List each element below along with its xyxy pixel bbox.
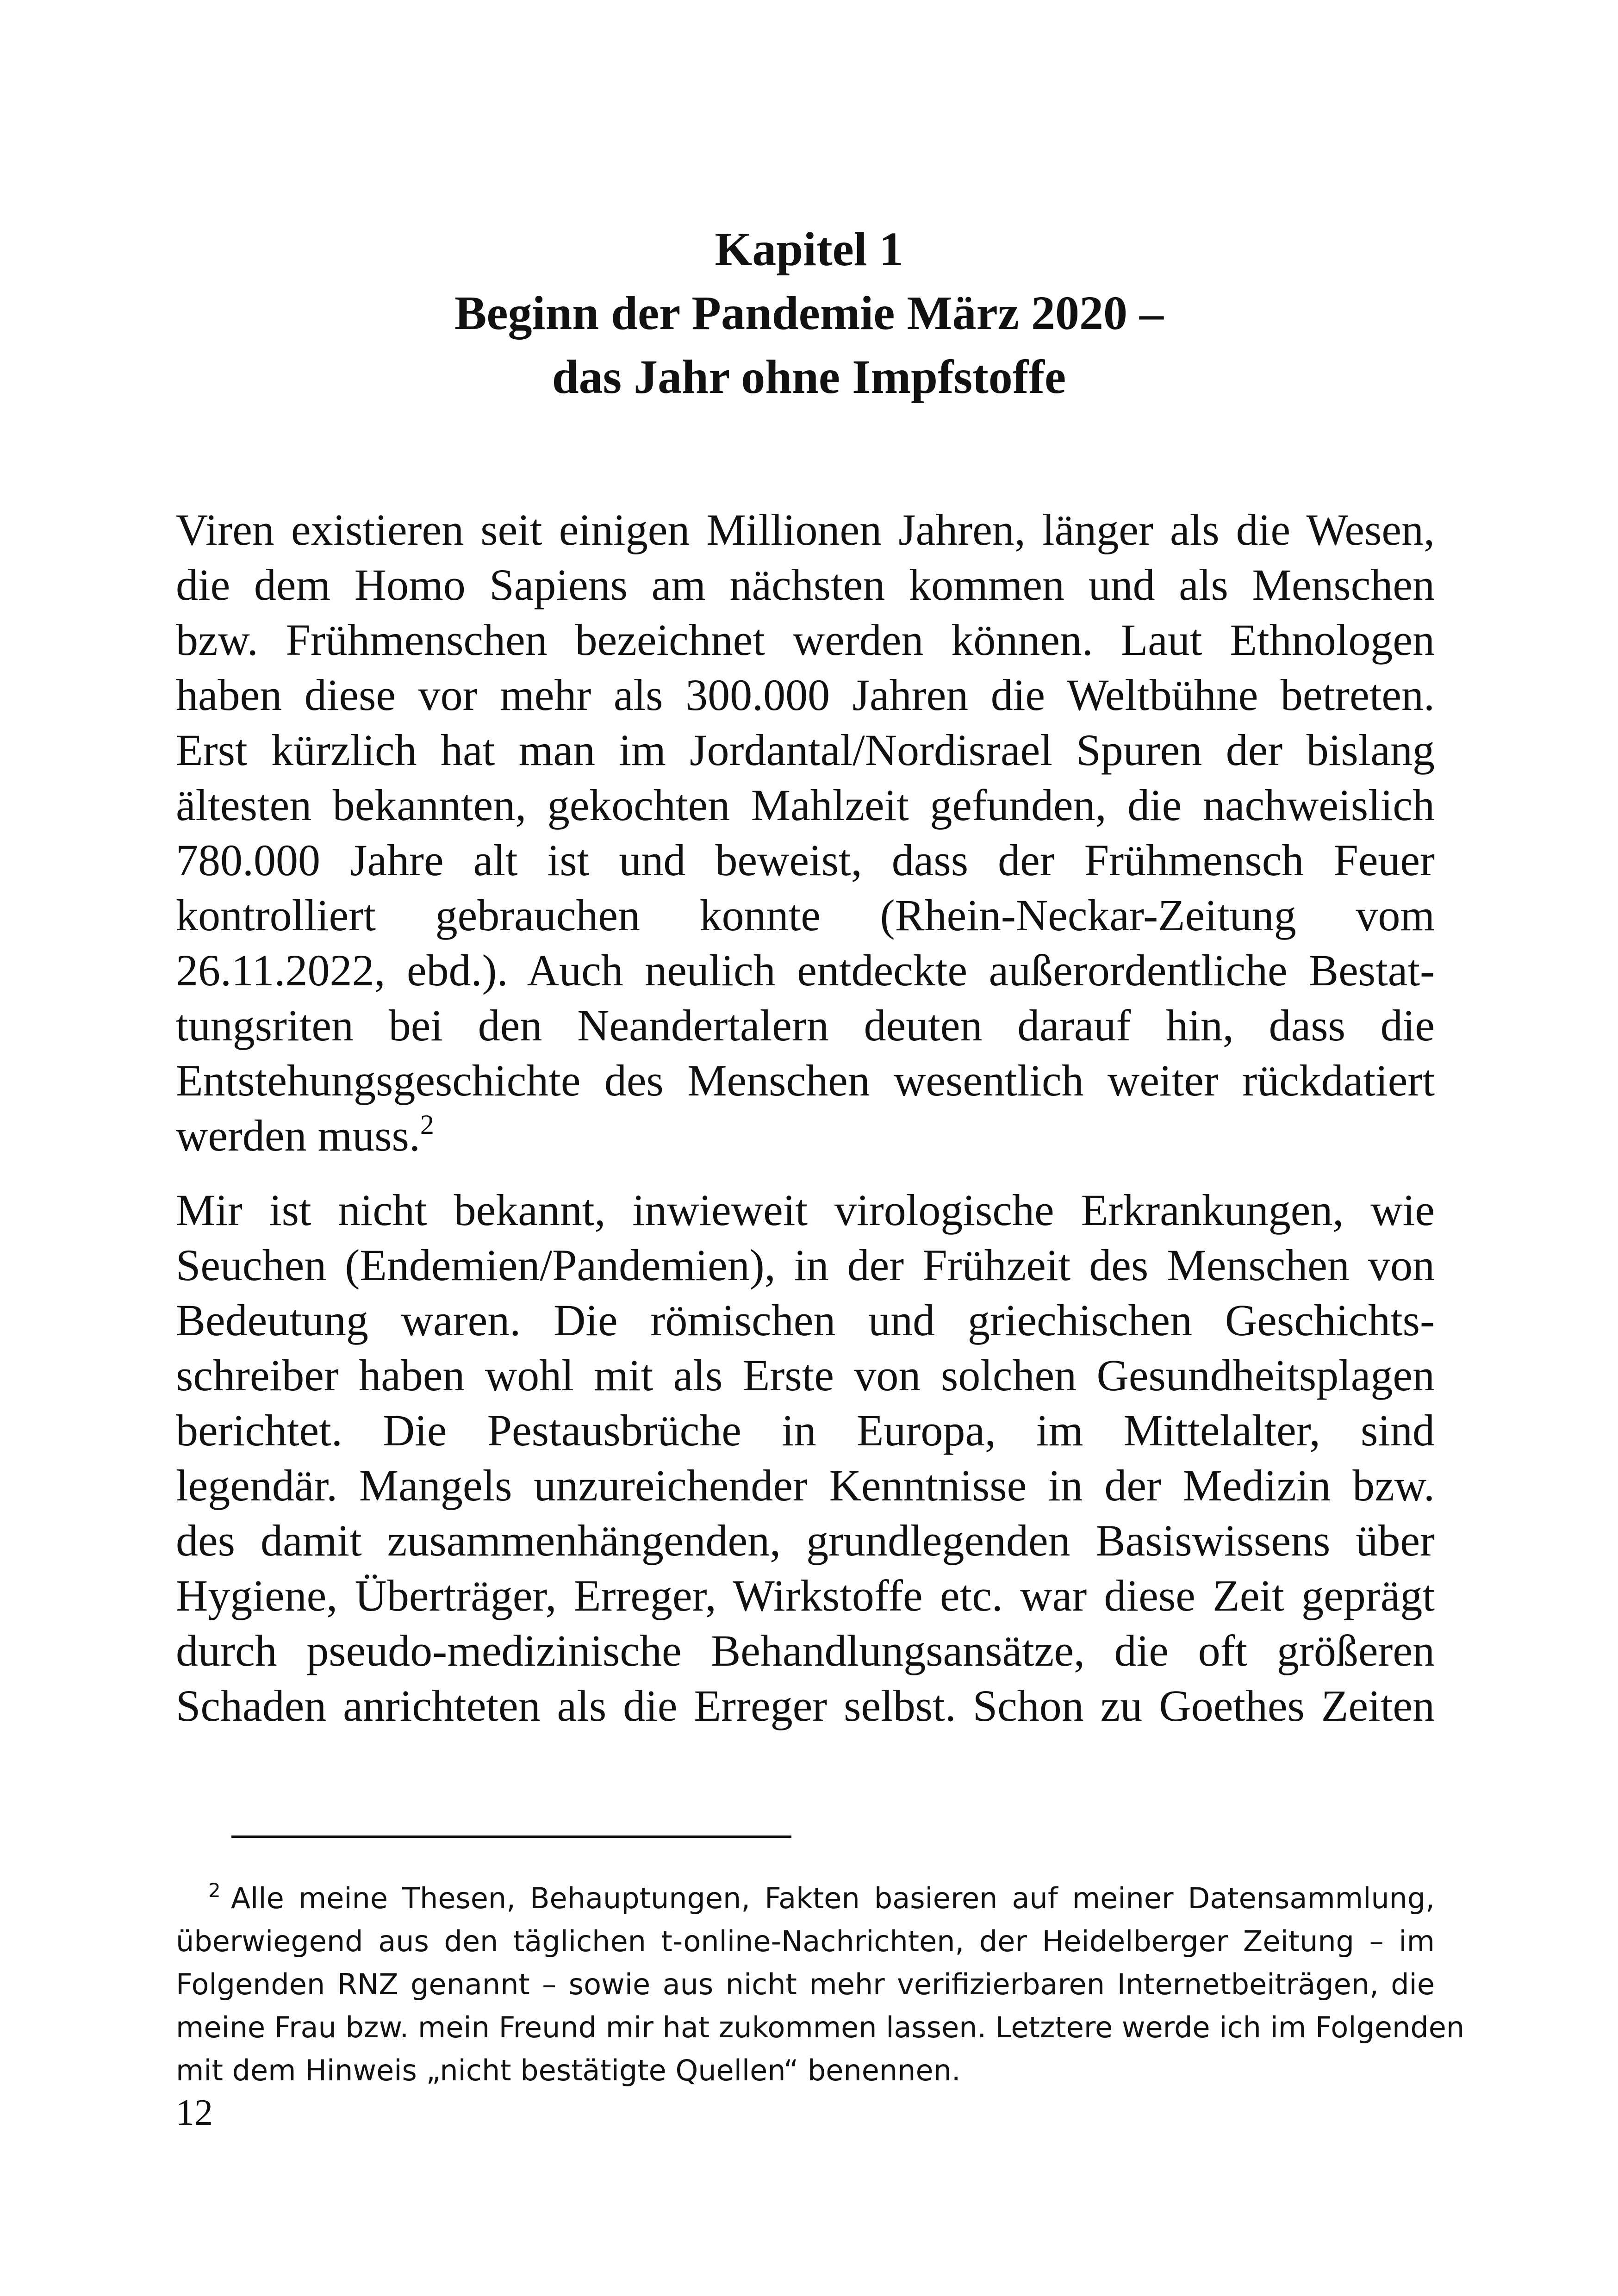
text-line: durch pseudo-medizinische Behandlungsansätze, die oft größeren — [176, 1626, 1435, 1675]
text-line: haben diese vor mehr als 300.000 Jahren die Weltbühne betreten. — [176, 670, 1435, 720]
chapter-heading — [0, 218, 1618, 409]
footnote-line: meine Frau bzw. mein Freund mir hat zukommen lassen. Letztere werde ich im Folgenden — [176, 2010, 1465, 2044]
footnote — [176, 1877, 1465, 2092]
footnote-line: Folgenden RNZ genannt – sowie aus nicht mehr verifizierbaren Internetbeiträgen, die — [176, 1967, 1435, 2001]
text-line: schreiber haben wohl mit als Erste von solchen Gesundheitsplagen — [176, 1350, 1435, 1400]
paragraph-1 — [176, 502, 1435, 1163]
text-line-content: werden muss. — [176, 1111, 420, 1160]
text-line: Schaden anrichteten als die Erreger selbst. Schon zu Goethes Zeiten — [176, 1681, 1435, 1730]
text-line: tungsriten bei den Neandertalern deuten darauf hin, dass die — [176, 1001, 1435, 1050]
text-line: Bedeutung waren. Die römischen und griechischen Geschichts- — [176, 1295, 1435, 1345]
text-line: kontrolliert gebrauchen konnte (Rhein-Neckar-Zeitung vom — [176, 890, 1435, 940]
text-line: Hygiene, Überträger, Erreger, Wirkstoffe etc. war diese Zeit geprägt — [176, 1571, 1435, 1620]
footnote-mark: 2 — [208, 1879, 221, 1902]
text-line: bzw. Frühmenschen bezeichnet werden können. Laut Ethnologen — [176, 615, 1435, 665]
text-line-last — [176, 1108, 1435, 1163]
footnote-divider — [231, 1836, 791, 1838]
text-line: Seuchen (Endemien/Pandemien), in der Frühzeit des Menschen von — [176, 1240, 1435, 1290]
chapter-title-line-1: Beginn der Pandemie März 2020 – — [454, 286, 1164, 340]
chapter-title-line-2: das Jahr ohne Impfstoffe — [552, 350, 1066, 404]
paragraph-2 — [176, 1182, 1435, 1733]
text-line: des damit zusammenhängenden, grundlegenden Basiswissens über — [176, 1516, 1435, 1565]
text-line: Viren existieren seit einigen Millionen Jahren, länger als die Wesen, — [176, 505, 1435, 554]
text-line: Entstehungsgeschichte des Menschen wesentlich weiter rückdatiert — [176, 1056, 1435, 1105]
text-line: Erst kürzlich hat man im Jordantal/Nordisrael Spuren der bislang — [176, 725, 1435, 775]
footnote-line: überwiegend aus den täglichen t-online-Nachrichten, der Heidelberger Zeitung – im — [176, 1924, 1435, 1958]
text-line: die dem Homo Sapiens am nächsten kommen und als Menschen — [176, 560, 1435, 610]
text-line: 780.000 Jahre alt ist und beweist, dass der Frühmensch Feuer — [176, 835, 1435, 885]
footnote-line: mit dem Hinweis „nicht bestätigte Quellen“ benennen. — [176, 2053, 961, 2087]
footnote-line — [176, 1877, 1435, 1920]
text-line: legendär. Mangels unzureichender Kenntnisse in der Medizin bzw. — [176, 1461, 1435, 1510]
page-number: 12 — [176, 2092, 213, 2133]
text-line: 26.11.2022, ebd.). Auch neulich entdeckte außerordentliche Bestat- — [176, 946, 1435, 995]
chapter-label: Kapitel 1 — [715, 223, 903, 276]
text-line: berichtet. Die Pestausbrüche in Europa, im Mittelalter, sind — [176, 1406, 1435, 1455]
body-text — [176, 502, 1435, 1733]
text-line: Mir ist nicht bekannt, inwieweit virologische Erkrankungen, wie — [176, 1185, 1435, 1235]
footnote-reference[interactable]: 2 — [420, 1109, 434, 1140]
footnote-line-content: Alle meine Thesen, Behauptungen, Fakten basieren auf meiner Datensammlung, — [230, 1881, 1435, 1915]
text-line: ältesten bekannten, gekochten Mahlzeit gefunden, die nachweislich — [176, 780, 1435, 830]
